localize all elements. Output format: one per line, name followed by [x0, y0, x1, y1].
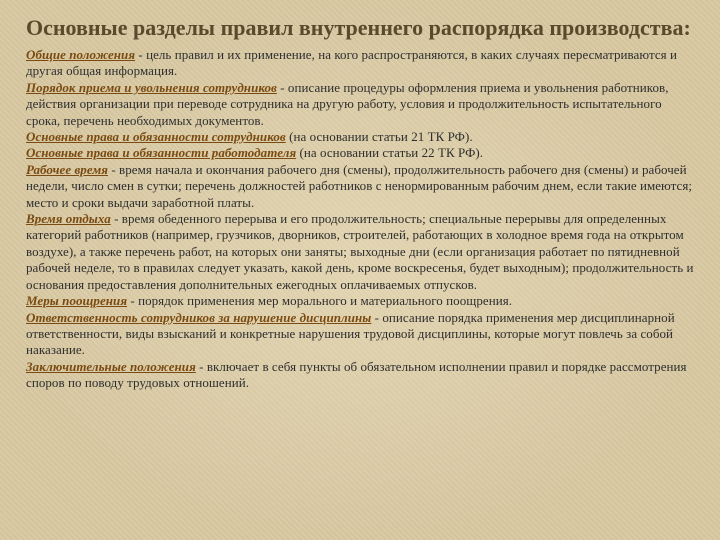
- section-term: Рабочее время: [26, 161, 109, 177]
- section-text: (на основании статьи 22 ТК РФ).: [296, 145, 484, 161]
- section-employee-rights: [26, 129, 698, 145]
- section-text: - время обеденного перерыва и его продолжительность; специальные перерывы для определенных категорий работников (например, грузчиков, дворников, строителей, работающих в холодное время года на открытом воздухе), а также перечень работ, на которых они заняты; выходные дни (если организация работает по пятидневной рабочей неделе, то в правилах следует указать, какой день, кроме воскресенья, будет выходным); продолжительность и основания предоставления дополнительных ежегодных оплачиваемых отпусков.: [26, 211, 694, 292]
- section-term: Общие положения: [26, 47, 136, 62]
- section-rest-time: [26, 211, 698, 293]
- page-title: Основные разделы правил внутреннего распорядка производства:: [26, 15, 691, 40]
- section-working-time: [26, 162, 698, 211]
- section-text: - порядок применения мер морального и материального поощрения.: [127, 293, 513, 309]
- section-text: (на основании статьи 21 ТК РФ).: [285, 129, 473, 145]
- sections-list: [26, 47, 698, 392]
- section-discipline: [26, 310, 698, 359]
- section-term: Порядок приема и увольнения сотрудников: [26, 79, 277, 95]
- section-term: Основные права и обязанности сотрудников: [26, 129, 286, 145]
- section-employer-rights: [26, 145, 698, 161]
- section-text: - цель правил и их применение, на кого распространяются, в каких случаях пересматриваются и другая общая информация.: [26, 47, 677, 79]
- section-text: - описание процедуры оформления приема и увольнения работников, действия организации при переводе сотрудника на другую работу, условия и продолжительность испытательного срока, перечень необходимых документов.: [26, 79, 669, 128]
- section-incentives: [26, 293, 698, 309]
- section-hiring: [26, 80, 698, 129]
- section-term: Заключительные положения: [26, 358, 196, 374]
- section-term: Основные права и обязанности работодателя: [26, 145, 297, 161]
- section-text: - время начала и окончания рабочего дня (смены), продолжительность рабочего дня (смены) и рабочей недели, число смен в сутки; перечень должностей работников с ненормированным рабочим днем, если такие имеются; место и сроки выдачи заработной платы.: [26, 161, 693, 210]
- section-final: [26, 359, 698, 392]
- section-text: - описание порядка применения мер дисциплинарной ответственности, виды взысканий и конкретные нарушения трудовой дисциплины, которые могут повлечь за собой наказание.: [26, 309, 675, 358]
- section-general: [26, 47, 698, 80]
- section-term: Меры поощрения: [26, 293, 128, 309]
- section-text: - включает в себя пункты об обязательном исполнении правил и порядке рассмотрения споров по поводу трудовых отношений.: [26, 358, 687, 391]
- section-term: Время отдыха: [26, 211, 111, 227]
- section-term: Ответственность сотрудников за нарушение дисциплины: [26, 309, 372, 325]
